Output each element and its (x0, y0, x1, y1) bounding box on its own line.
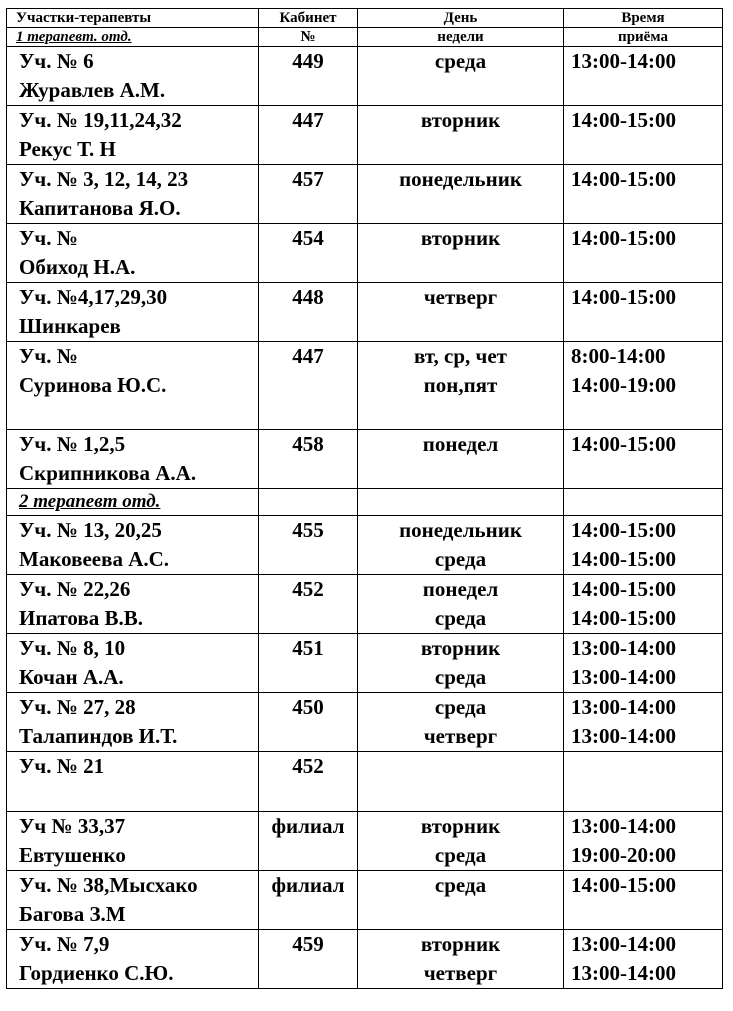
time-cell (564, 224, 723, 283)
reception-time: 14:00-15:00 (571, 285, 676, 309)
doctor-name: Багова З.М (19, 902, 126, 926)
day-cell (358, 47, 564, 106)
reception-time: 14:00-15:00 (571, 547, 676, 571)
reception-time: 14:00-15:00 (571, 873, 676, 897)
participant-cell (7, 430, 259, 489)
participant-cell (7, 516, 259, 575)
table-row (7, 106, 723, 165)
table-row (7, 430, 723, 489)
weekday: четверг (423, 724, 498, 748)
time-cell (564, 752, 723, 812)
section-label-cell (7, 489, 259, 516)
cabinet-cell (259, 224, 358, 283)
day-cell (358, 930, 564, 989)
time-cell (564, 930, 723, 989)
time-cell (564, 283, 723, 342)
reception-time: 13:00-14:00 (571, 724, 676, 748)
header-cabinet: Кабинет (259, 9, 358, 28)
participant-cell (7, 930, 259, 989)
cabinet-number: 457 (292, 167, 324, 191)
doctor-name: Евтушенко (19, 843, 126, 867)
schedule-table (6, 8, 723, 989)
cabinet-cell (259, 930, 358, 989)
day-cell (358, 575, 564, 634)
reception-time: 13:00-14:00 (571, 636, 676, 660)
doctor-name: Ипатова В.В. (19, 606, 144, 630)
header-reception: приёма (564, 28, 723, 47)
cabinet-number: 458 (292, 432, 324, 456)
time-cell (564, 634, 723, 693)
district-number: Уч. № 19,11,24,32 (19, 108, 182, 132)
weekday: понедельник (399, 518, 522, 542)
empty-cell (358, 489, 564, 516)
reception-time: 14:00-19:00 (571, 373, 676, 397)
weekday: вторник (420, 108, 501, 132)
district-number: Уч. №4,17,29,30 (19, 285, 168, 309)
weekday: понедел (422, 432, 499, 456)
header-row-1 (7, 9, 723, 28)
reception-time: 8:00-14:00 (571, 344, 666, 368)
reception-time: 19:00-20:00 (571, 843, 676, 867)
cabinet-number: 452 (292, 754, 324, 778)
district-number: Уч № 33,37 (19, 814, 126, 838)
department-1-label: 1 терапевт. отд. (16, 29, 132, 45)
time-cell (564, 430, 723, 489)
time-cell (564, 693, 723, 752)
empty-cell (259, 489, 358, 516)
time-cell (564, 342, 723, 430)
doctor-name: Маковеева А.С. (19, 547, 170, 571)
participant-cell (7, 693, 259, 752)
participant-cell (7, 165, 259, 224)
cabinet-number: филиал (271, 814, 345, 838)
district-number: Уч. № 6 (19, 49, 94, 73)
cabinet-cell (259, 47, 358, 106)
table-row (7, 575, 723, 634)
participant-cell (7, 871, 259, 930)
participant-cell (7, 812, 259, 871)
weekday: вторник (420, 636, 501, 660)
header-cabinet-number: № (259, 28, 358, 47)
time-cell (564, 106, 723, 165)
time-cell (564, 516, 723, 575)
participant-cell (7, 283, 259, 342)
participant-cell (7, 575, 259, 634)
reception-time: 14:00-15:00 (571, 606, 676, 630)
header-time: Время (564, 9, 723, 28)
weekday: среда (434, 547, 487, 571)
district-number: Уч. № 21 (19, 754, 105, 778)
participant-cell (7, 106, 259, 165)
day-cell (358, 165, 564, 224)
header-day: День (358, 9, 564, 28)
cabinet-cell (259, 812, 358, 871)
district-number: Уч. № 1,2,5 (19, 432, 126, 456)
participant-cell (7, 342, 259, 430)
time-cell (564, 575, 723, 634)
day-cell (358, 283, 564, 342)
table-row (7, 165, 723, 224)
department-2-label: 2 терапевт отд. (19, 491, 161, 512)
table-row (7, 224, 723, 283)
weekday: вторник (420, 814, 501, 838)
weekday: понедел (422, 577, 499, 601)
district-number: Уч. № 3, 12, 14, 23 (19, 167, 189, 191)
reception-time: 13:00-14:00 (571, 665, 676, 689)
participant-cell (7, 634, 259, 693)
table-row (7, 812, 723, 871)
weekday: понедельник (399, 167, 522, 191)
table-row (7, 634, 723, 693)
cabinet-cell (259, 634, 358, 693)
schedule-body (7, 9, 723, 989)
weekday: четверг (423, 285, 498, 309)
weekday: вт, ср, чет (413, 344, 508, 368)
cabinet-cell (259, 693, 358, 752)
district-number: Уч. № 27, 28 (19, 695, 136, 719)
participant-cell (7, 752, 259, 812)
doctor-name: Журавлев А.М. (19, 78, 166, 102)
cabinet-cell (259, 516, 358, 575)
cabinet-number: 447 (292, 108, 324, 132)
district-number: Уч. № (19, 344, 78, 368)
day-cell (358, 342, 564, 430)
day-cell (358, 752, 564, 812)
weekday: четверг (423, 961, 498, 985)
doctor-name: Суринова Ю.С. (19, 373, 167, 397)
cabinet-cell (259, 871, 358, 930)
cabinet-cell (259, 283, 358, 342)
reception-time: 13:00-14:00 (571, 814, 676, 838)
cabinet-number: 447 (292, 344, 324, 368)
weekday: среда (434, 49, 487, 73)
district-number: Уч. № 38,Мысхако (19, 873, 198, 897)
district-number: Уч. № (19, 226, 78, 250)
table-row (7, 47, 723, 106)
doctor-name: Капитанова Я.О. (19, 196, 181, 220)
district-number: Уч. № 22,26 (19, 577, 131, 601)
weekday: вторник (420, 932, 501, 956)
reception-time: 13:00-14:00 (571, 49, 676, 73)
table-row (7, 871, 723, 930)
day-cell (358, 106, 564, 165)
reception-time: 14:00-15:00 (571, 167, 676, 191)
day-cell (358, 430, 564, 489)
day-cell (358, 516, 564, 575)
table-row (7, 693, 723, 752)
cabinet-number: 452 (292, 577, 324, 601)
weekday: среда (434, 665, 487, 689)
cabinet-number: 454 (292, 226, 324, 250)
day-cell (358, 634, 564, 693)
table-row (7, 516, 723, 575)
reception-time: 14:00-15:00 (571, 518, 676, 542)
doctor-name: Скрипникова А.А. (19, 461, 197, 485)
cabinet-number: 449 (292, 49, 324, 73)
day-cell (358, 871, 564, 930)
weekday: вторник (420, 226, 501, 250)
reception-time: 14:00-15:00 (571, 432, 676, 456)
doctor-name: Обиход Н.А. (19, 255, 136, 279)
header-participants: Участки-терапевты (7, 9, 259, 28)
cabinet-number: 451 (292, 636, 324, 660)
cabinet-number: 450 (292, 695, 324, 719)
reception-time: 13:00-14:00 (571, 932, 676, 956)
doctor-name: Талапиндов И.Т. (19, 724, 178, 748)
cabinet-cell (259, 430, 358, 489)
reception-time: 13:00-14:00 (571, 961, 676, 985)
cabinet-number: 459 (292, 932, 324, 956)
time-cell (564, 812, 723, 871)
reception-time: 14:00-15:00 (571, 577, 676, 601)
weekday: среда (434, 606, 487, 630)
cabinet-cell (259, 342, 358, 430)
cabinet-cell (259, 106, 358, 165)
day-cell (358, 812, 564, 871)
section-row (7, 489, 723, 516)
cabinet-cell (259, 752, 358, 812)
empty-cell (564, 489, 723, 516)
table-row (7, 283, 723, 342)
cabinet-cell (259, 165, 358, 224)
district-number: Уч. № 13, 20,25 (19, 518, 162, 542)
reception-time: 14:00-15:00 (571, 226, 676, 250)
cabinet-number: филиал (271, 873, 345, 897)
time-cell (564, 165, 723, 224)
day-cell (358, 693, 564, 752)
table-row (7, 930, 723, 989)
participant-cell (7, 224, 259, 283)
reception-time: 14:00-15:00 (571, 108, 676, 132)
day-cell (358, 224, 564, 283)
weekday: среда (434, 873, 487, 897)
cabinet-number: 455 (292, 518, 324, 542)
district-number: Уч. № 7,9 (19, 932, 110, 956)
table-row (7, 752, 723, 812)
cabinet-number: 448 (292, 285, 324, 309)
time-cell (564, 871, 723, 930)
doctor-name: Гордиенко С.Ю. (19, 961, 174, 985)
weekday: среда (434, 843, 487, 867)
doctor-name: Шинкарев (19, 314, 121, 338)
table-row (7, 342, 723, 430)
doctor-name: Кочан А.А. (19, 665, 124, 689)
district-number: Уч. № 8, 10 (19, 636, 126, 660)
time-cell (564, 47, 723, 106)
weekday: пон,пят (423, 373, 498, 397)
cabinet-cell (259, 575, 358, 634)
doctor-name: Рекус Т. Н (19, 137, 116, 161)
participant-cell (7, 47, 259, 106)
header-row-2 (7, 28, 723, 47)
header-week: недели (358, 28, 564, 47)
weekday: среда (434, 695, 487, 719)
header-department-1 (7, 28, 259, 47)
reception-time: 13:00-14:00 (571, 695, 676, 719)
